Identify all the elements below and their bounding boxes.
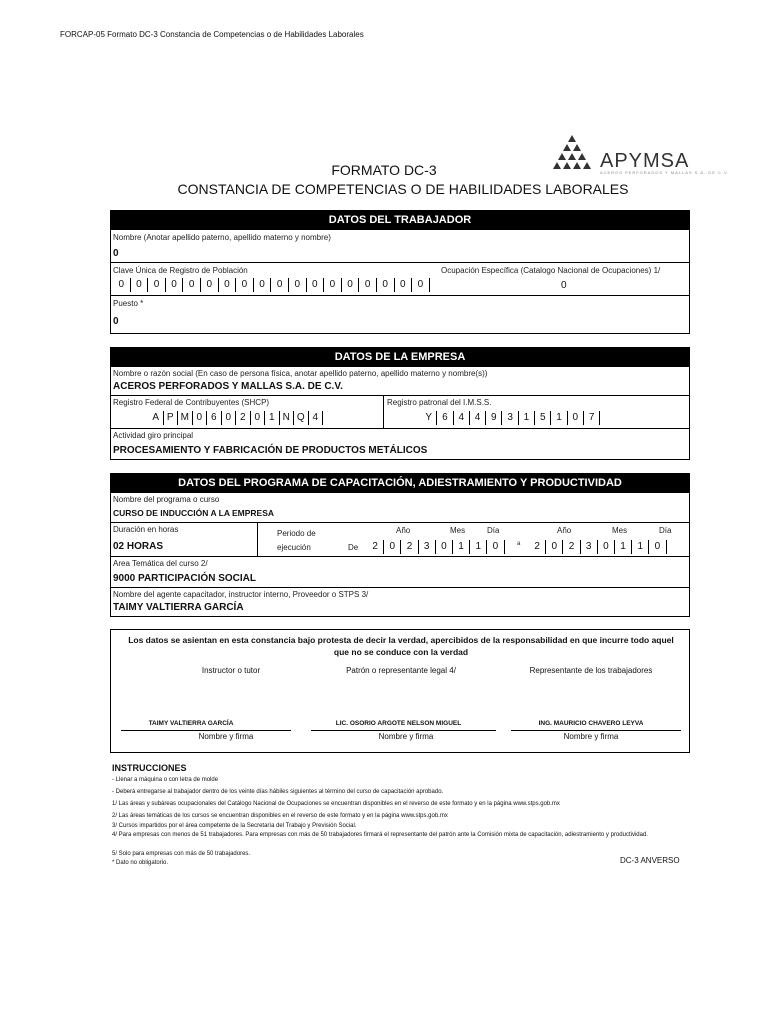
signer-name-patron: LIC. OSORIO ARGOTE NELSON MIGUEL — [335, 720, 462, 727]
instruction-line: * Dato no obligatorio. — [112, 860, 169, 866]
area-row — [111, 556, 689, 587]
char-box[interactable]: 0 — [113, 278, 131, 292]
char-box[interactable]: 0 — [649, 540, 666, 554]
agente-row — [111, 587, 689, 617]
apymsa-logo-icon — [548, 133, 596, 175]
char-box[interactable]: 4 — [470, 411, 486, 425]
document-header: FORCAP-05 Formato DC-3 Constancia de Competencias o de Habilidades Laborales — [60, 30, 364, 39]
instruction-line: - Llenar a máquina o con letra de molde — [112, 777, 219, 783]
divider — [383, 396, 384, 428]
section-heading: DATOS DEL PROGRAMA DE CAPACITACIÓN, ADIESTRAMIENTO Y PRODUCTIVIDAD — [111, 474, 689, 492]
curp-boxes[interactable] — [113, 278, 430, 292]
giro-label: Actividad giro principal — [113, 431, 194, 440]
fecha-inicio-boxes[interactable] — [367, 540, 505, 554]
char-box[interactable]: P — [164, 411, 179, 425]
razon-value[interactable]: ACEROS PERFORADOS Y MALLAS S.A. DE C.V. — [113, 381, 343, 392]
a-anio-label: Año — [557, 526, 572, 535]
logo-text: APYMSA — [600, 150, 690, 172]
page-side-label: DC-3 ANVERSO — [620, 856, 680, 865]
nombre-value[interactable]: 0 — [113, 248, 119, 259]
signature-section — [110, 629, 690, 753]
char-box[interactable]: 0 — [598, 540, 615, 554]
firma-label: Nombre y firma — [378, 732, 434, 741]
form-title: FORMATO DC-3 — [331, 162, 437, 178]
char-box[interactable]: 1 — [470, 540, 487, 554]
char-box[interactable]: A — [149, 411, 164, 425]
a-dia-label: Día — [659, 526, 672, 535]
char-box[interactable]: 1 — [453, 540, 470, 554]
char-box[interactable]: 0 — [395, 278, 413, 292]
signature-line — [311, 730, 496, 731]
char-box[interactable]: 0 — [251, 411, 266, 425]
instruction-line: 2/ Las áreas temáticas de los cursos se encuentran disponibles en el reverso de este formato y en la página www.stps.gob.mx — [112, 813, 448, 819]
logo-subtitle: ACEROS PERFORADOS Y MALLAS S.A. DE C.V. — [600, 170, 730, 175]
instruction-line: - Deberá entregarse al trabajador dentro de los veinte días hábiles siguientes al término del curso de capacitación aprobado. — [112, 789, 444, 795]
char-box[interactable]: 0 — [384, 540, 401, 554]
char-box[interactable]: 1 — [265, 411, 280, 425]
giro-row — [111, 428, 689, 460]
char-box[interactable]: 1 — [615, 540, 632, 554]
giro-value[interactable]: PROCESAMIENTO Y FABRICACIÓN DE PRODUCTOS METÁLICOS — [113, 445, 428, 456]
char-box[interactable]: 0 — [131, 278, 149, 292]
role-representante: Representante de los trabajadores — [529, 666, 653, 675]
curso-value[interactable]: CURSO DE INDUCCIÓN A LA EMPRESA — [113, 508, 275, 518]
agente-value[interactable]: TAIMY VALTIERRA GARCÍA — [113, 602, 244, 613]
a-label: a — [517, 541, 521, 547]
char-box[interactable]: 0 — [236, 278, 254, 292]
char-box[interactable]: 2 — [401, 540, 418, 554]
section-empresa — [110, 347, 690, 460]
signer-name-representante: ING. MAURICIO CHAVERO LEYVA — [538, 720, 644, 727]
puesto-label: Puesto * — [113, 299, 144, 308]
razon-label: Nombre o razón social (En caso de persona física, anotar apellido paterno, apellido materno y nombre(s)) — [113, 369, 488, 378]
char-box[interactable]: 0 — [487, 540, 504, 554]
char-box[interactable]: 0 — [289, 278, 307, 292]
char-box[interactable]: 0 — [222, 411, 237, 425]
instruction-line: 1/ Las áreas y subáreas ocupacionales del Catálogo Nacional de Ocupaciones se encuentran disponibles en el reverso de este formato y en la página www.stps.gob.mx — [112, 801, 560, 807]
area-label: Area Temática del curso 2/ — [113, 559, 208, 568]
a-mes-label: Mes — [612, 526, 628, 535]
section-heading: DATOS DE LA EMPRESA — [111, 348, 689, 366]
form-subtitle: CONSTANCIA DE COMPETENCIAS O DE HABILIDADES LABORALES — [177, 181, 629, 197]
puesto-row — [111, 295, 689, 333]
char-box[interactable]: 2 — [367, 540, 384, 554]
char-box[interactable]: 7 — [584, 411, 600, 425]
instruction-line: 5/ Solo para empresas con más de 50 trabajadores. — [112, 851, 251, 857]
char-box[interactable]: 4 — [454, 411, 470, 425]
instructions-heading: INSTRUCCIONES — [112, 763, 187, 773]
duracion-row — [111, 522, 689, 556]
char-box[interactable]: 9 — [486, 411, 502, 425]
de-mes-label: Mes — [450, 526, 466, 535]
char-box[interactable]: Q — [294, 411, 309, 425]
char-box[interactable]: 2 — [563, 540, 580, 554]
periodo-label: Periodo de ejecución — [277, 529, 316, 552]
curp-row — [111, 262, 689, 295]
curp-label: Clave Única de Registro de Población — [113, 266, 248, 275]
char-box[interactable]: 4 — [309, 411, 324, 425]
firma-label: Nombre y firma — [563, 732, 619, 741]
agente-label: Nombre del agente capacitador, instructor interno, Proveedor o STPS 3/ — [113, 590, 369, 599]
curso-row — [111, 492, 689, 522]
nombre-row — [111, 229, 689, 262]
char-box[interactable]: 0 — [254, 278, 272, 292]
char-box[interactable]: 6 — [437, 411, 453, 425]
char-box[interactable]: 0 — [307, 278, 325, 292]
char-box[interactable]: 0 — [201, 278, 219, 292]
role-instructor: Instructor o tutor — [201, 666, 261, 675]
char-box[interactable]: 1 — [551, 411, 567, 425]
char-box[interactable]: 0 — [568, 411, 584, 425]
char-box[interactable]: 3 — [419, 540, 436, 554]
section-heading: DATOS DEL TRABAJADOR — [111, 211, 689, 229]
char-box[interactable]: 0 — [219, 278, 237, 292]
char-box[interactable]: 1 — [632, 540, 649, 554]
curso-label: Nombre del programa o curso — [113, 495, 220, 504]
instruction-line: 4/ Para empresas con menos de 51 trabajadores. Para empresas con más de 50 trabajadores firmará el representante del patrón ante la Comisión mixta de capacitación, adiestramiento y productividad. — [112, 832, 648, 838]
char-box[interactable]: 0 — [271, 278, 289, 292]
signature-line — [511, 730, 681, 731]
razon-row — [111, 366, 689, 395]
char-box[interactable]: M — [178, 411, 193, 425]
fecha-fin-boxes[interactable] — [529, 540, 667, 554]
de-dia-label: Día — [487, 526, 500, 535]
signature-line — [121, 730, 291, 731]
imss-boxes[interactable] — [421, 411, 600, 425]
section-programa — [110, 473, 690, 617]
instruction-line: 3/ Cursos impartidos por el área competente de la Secretaría del Trabajo y Previsión Social. — [112, 823, 357, 829]
char-box[interactable]: 2 — [529, 540, 546, 554]
ocupacion-label: Ocupación Específica (Catalogo Nacional de Ocupaciones) 1/ — [441, 266, 661, 275]
nombre-label: Nombre (Anotar apellido paterno, apellido materno y nombre) — [113, 233, 331, 242]
ocupacion-value[interactable]: 0 — [561, 280, 567, 291]
char-box[interactable]: 0 — [183, 278, 201, 292]
char-box[interactable]: N — [280, 411, 295, 425]
char-box[interactable]: 0 — [412, 278, 430, 292]
char-box[interactable]: 0 — [436, 540, 453, 554]
declaration-note: Los datos se asientan en esta constancia bajo protesta de decir la verdad, apercibidos de la responsabilidad en que incurre todo aquel que no se conduce con la verdad — [128, 635, 674, 657]
char-box[interactable]: 0 — [148, 278, 166, 292]
section-trabajador — [110, 210, 690, 334]
duracion-label: Duración en horas — [113, 525, 179, 534]
char-box[interactable]: 0 — [359, 278, 377, 292]
de-label: De — [348, 543, 359, 552]
char-box[interactable]: 0 — [193, 411, 208, 425]
area-value[interactable]: 9000 PARTICIPACIÓN SOCIAL — [113, 573, 256, 584]
signer-name-instructor: TAIMY VALTIERRA GARCÍA — [148, 720, 234, 727]
duracion-value[interactable]: 02 HORAS — [113, 541, 164, 552]
imss-label: Registro patronal del I.M.S.S. — [387, 398, 492, 407]
char-box[interactable]: 3 — [502, 411, 518, 425]
char-box[interactable]: 5 — [535, 411, 551, 425]
rfc-row — [111, 395, 689, 428]
role-patron: Patrón o representante legal 4/ — [346, 666, 456, 675]
de-anio-label: Año — [396, 526, 411, 535]
char-box[interactable]: 0 — [166, 278, 184, 292]
char-box[interactable]: 6 — [207, 411, 222, 425]
char-box[interactable]: Y — [421, 411, 437, 425]
char-box[interactable]: 0 — [342, 278, 360, 292]
firma-label: Nombre y firma — [198, 732, 254, 741]
rfc-label: Registro Federal de Contribuyentes (SHCP) — [113, 398, 270, 407]
char-box[interactable]: 2 — [236, 411, 251, 425]
char-box[interactable]: 3 — [581, 540, 598, 554]
divider — [257, 523, 258, 556]
char-box[interactable]: 0 — [377, 278, 395, 292]
char-box[interactable]: 0 — [324, 278, 342, 292]
rfc-boxes[interactable] — [149, 411, 323, 425]
puesto-value[interactable]: 0 — [113, 316, 119, 327]
char-box[interactable]: 0 — [546, 540, 563, 554]
char-box[interactable]: 1 — [519, 411, 535, 425]
